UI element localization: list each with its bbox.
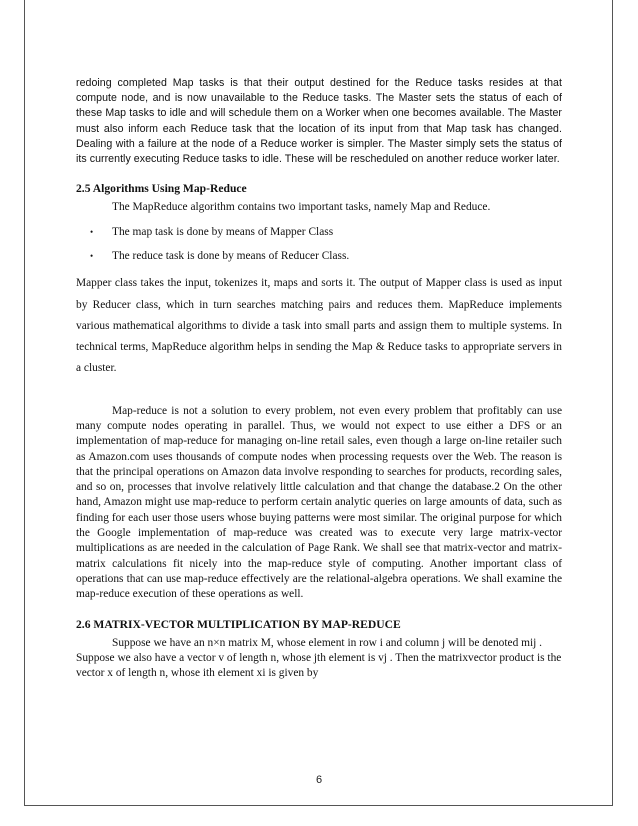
section-heading-2-6: 2.6 MATRIX-VECTOR MULTIPLICATION BY MAP-REDUCE <box>76 617 401 631</box>
bullet-icon: • <box>90 251 94 262</box>
intro-paragraph: redoing completed Map tasks is that their output destined for the Reduce tasks resides at that compute node, and is now unavailable to the Reduce tasks. The Master sets the status of each of these Map tasks to idle and will schedule them on a Worker when one becomes available. The Master must also inform each Reduce task that the location of its input from that Map task has changed. Dealing with a failure at the node of a Reduce worker is simpler. The Master simply sets the status of its currently executing Reduce tasks to idle. These will be rescheduled on another reduce worker later. <box>76 77 562 166</box>
list-item-text: The map task is done by means of Mapper Class <box>112 226 334 239</box>
page-number: 6 <box>315 774 323 786</box>
matrix-vector-paragraph: Suppose we have an n×n matrix M, whose element in row i and column j will be denoted mij . Suppose we also have a vector v of length n, whose jth element is vj . Then the matrixvector product is the vector x of length n, whose ith element xi is given by <box>76 636 562 680</box>
list-item <box>76 249 562 264</box>
task-bullet-list <box>76 225 562 264</box>
list-item-text: The reduce task is done by means of Reducer Class. <box>112 250 350 263</box>
list-item <box>76 225 562 240</box>
map-reduce-paragraph: Map-reduce is not a solution to every problem, not even every problem that profitably can use many compute nodes operating in parallel. Thus, we would not expect to use either a DFS or an implementation of map-reduce for managing on-line retail sales, even though a large on-line retailer such as Amazon.com uses thousands of compute nodes when processing requests over the Web. The reason is that the principal operations on Amazon data involve responding to searches for products, recording sales, and so on, processes that involve relatively little calculation and that change the database.2 On the other hand, Amazon might use map-reduce to perform certain analytic queries on large amounts of data, such as finding for each user those users whose buying patterns were most similar. The original purpose for which the Google implementation of map-reduce was created was to execute very large matrix-vector multiplications as are needed in the calculation of Page Rank. We shall see that matrix-vector and matrix-matrix calculations fit nicely into the map-reduce style of computing. Another important class of operations that can use map-reduce effectively are the relational-algebra operations. We shall examine the map-reduce execution of these operations as well. <box>76 404 562 601</box>
document-body <box>76 76 562 681</box>
bullet-icon: • <box>90 227 94 238</box>
mapper-paragraph: Mapper class takes the input, tokenizes it, maps and sorts it. The output of Mapper class is used as input by Reducer class, which in turn searches matching pairs and reduces them. MapReduce implements various mathematical algorithms to divide a task into small parts and assign them to multiple systems. In technical terms, MapReduce algorithm helps in sending the Map & Reduce tasks to appropriate servers in a cluster. <box>76 277 562 375</box>
section-2-5-lead: The MapReduce algorithm contains two important tasks, namely Map and Reduce. <box>112 201 491 214</box>
section-heading-2-5: 2.5 Algorithms Using Map-Reduce <box>76 182 247 196</box>
